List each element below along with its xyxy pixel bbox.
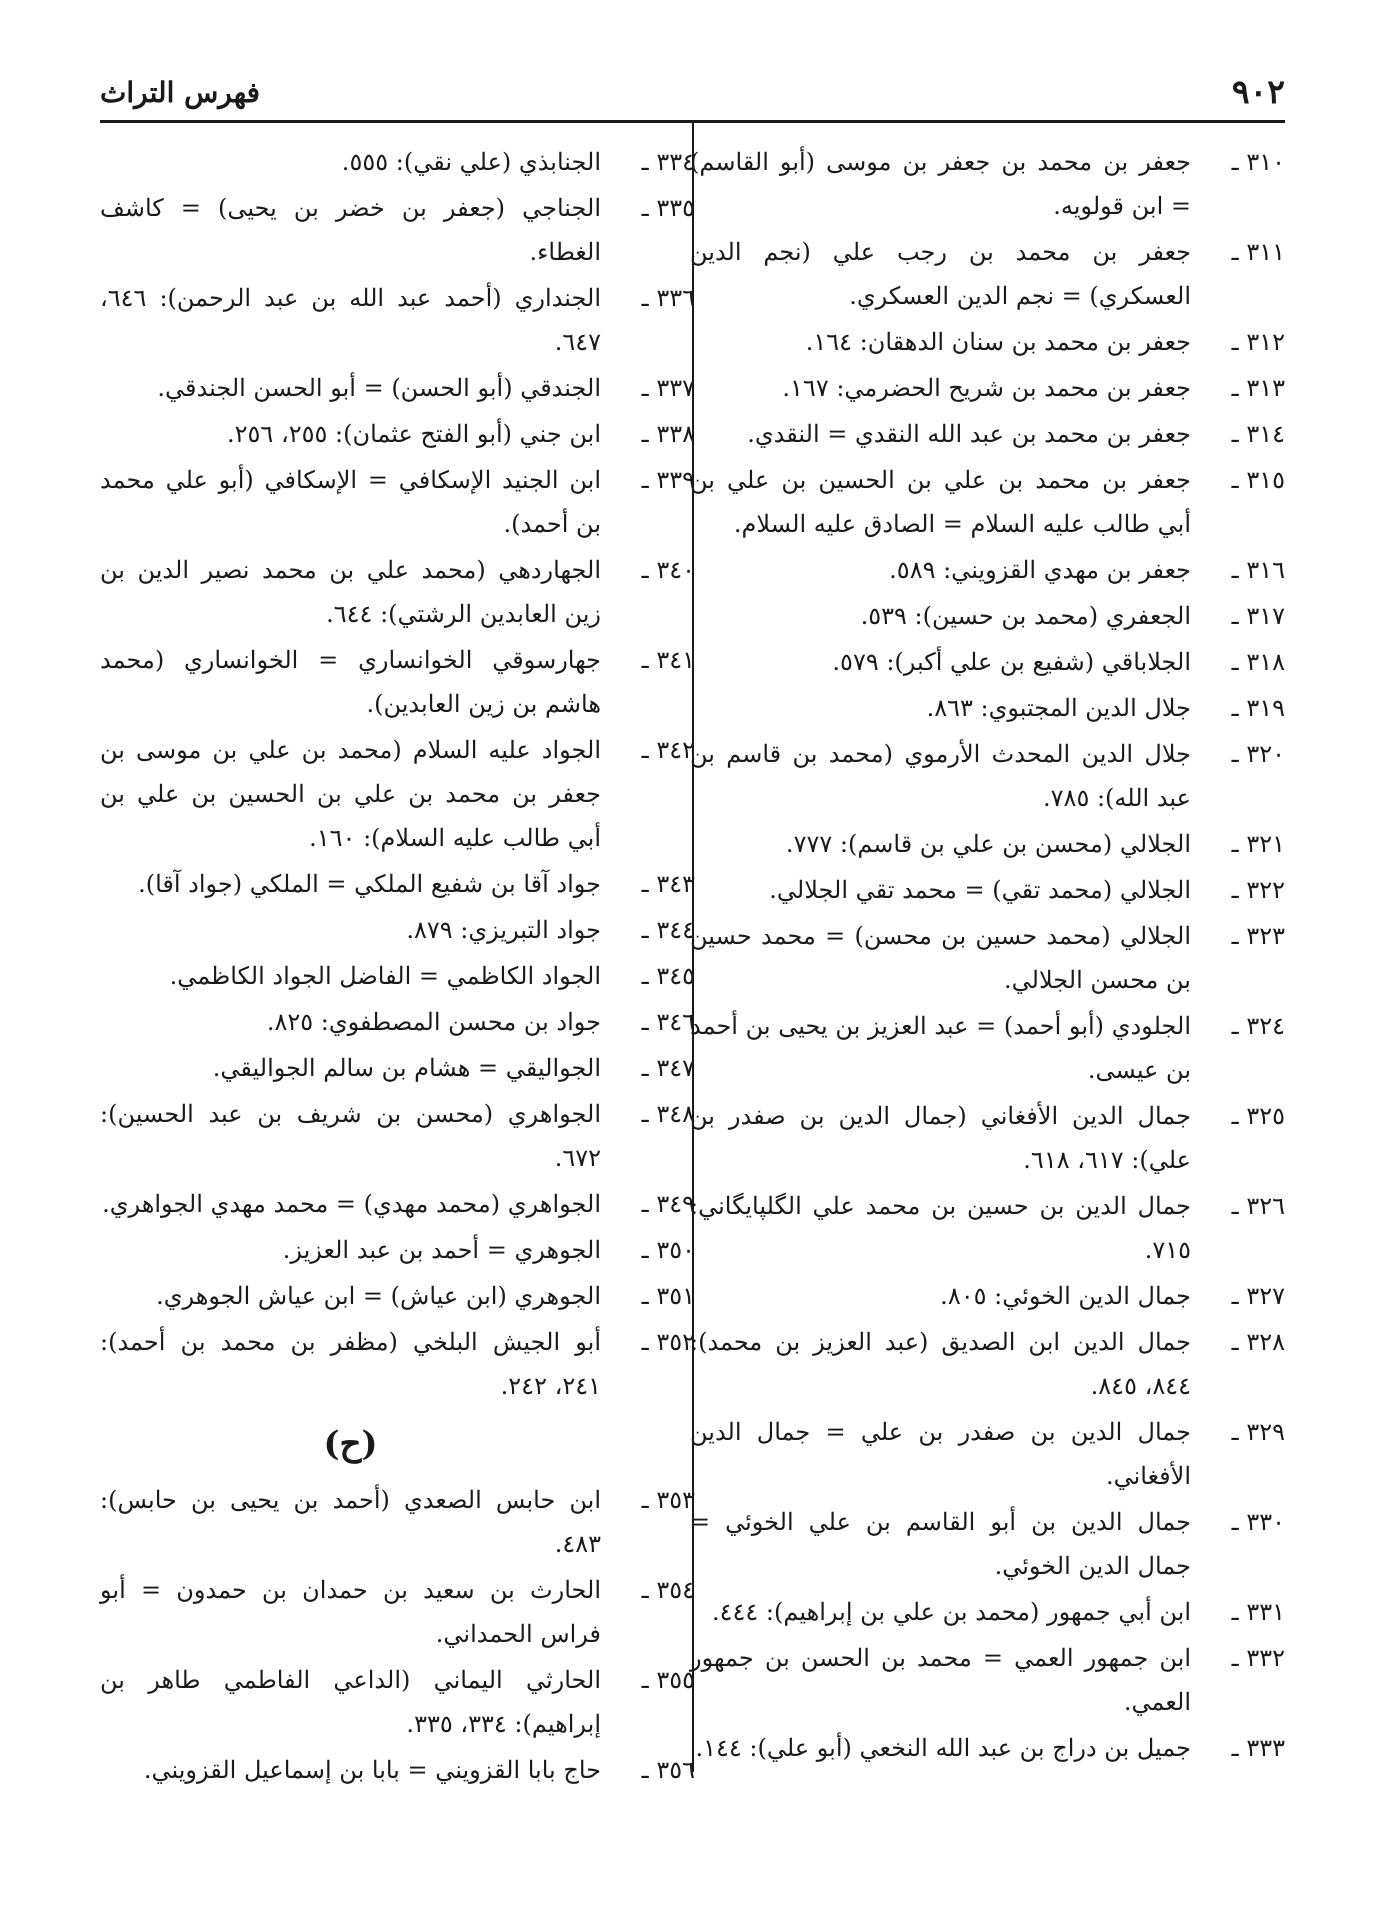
entry-text: ابن أبي جمهور (محمد بن علي بن إبراهيم): ٤٤٤.	[711, 1598, 1191, 1626]
index-entry	[690, 640, 1285, 684]
entry-text: الجوهري (ابن عياش) = ابن عياش الجوهري.	[156, 1282, 601, 1310]
index-entry	[100, 1658, 695, 1746]
entry-text: جعفر بن محمد بن رجب علي (نجم الدين العسكري) = نجم الدين العسكري.	[690, 238, 1191, 310]
entry-number: ٣٢٠ ـ	[1231, 740, 1285, 768]
index-entry	[690, 822, 1285, 866]
entry-number: ٣٤٠ ـ	[641, 556, 695, 584]
entry-number: ٣٤٦ ـ	[641, 1008, 695, 1036]
entry-number: ٣٣٢ ـ	[1231, 1644, 1285, 1672]
entry-number: ٣٥٤ ـ	[641, 1576, 695, 1604]
index-entry	[100, 1000, 695, 1044]
entry-number: ٣٢٢ ـ	[1231, 876, 1285, 904]
entry-text: ابن حابس الصعدي (أحمد بن يحيى بن حابس): ٤٨٣.	[100, 1486, 601, 1558]
index-entry	[690, 1726, 1285, 1770]
entry-text: الحارث بن سعيد بن حمدان بن حمدون = أبو فراس الحمداني.	[100, 1576, 601, 1648]
entry-text: جعفر بن محمد بن جعفر بن موسى (أبو القاسم) = ابن قولويه.	[690, 148, 1191, 220]
entry-number: ٣٣٤ ـ	[641, 148, 695, 176]
entry-number: ٣١٨ ـ	[1231, 648, 1285, 676]
index-entry	[100, 1274, 695, 1318]
index-entry	[100, 638, 695, 726]
index-entry	[690, 868, 1285, 912]
index-entry	[690, 230, 1285, 318]
index-entry	[690, 412, 1285, 456]
index-entry	[100, 1478, 695, 1566]
index-entry	[690, 366, 1285, 410]
index-entry	[100, 1182, 695, 1226]
entry-number: ٣٢٤ ـ	[1231, 1012, 1285, 1040]
index-entry	[100, 1228, 695, 1272]
page-number: ٩٠٢	[1231, 72, 1285, 111]
entry-text: جميل بن دراج بن عبد الله النخعي (أبو علي): ١٤٤.	[695, 1734, 1191, 1762]
entry-text: حاج بابا القزويني = بابا بن إسماعيل القزويني.	[143, 1756, 601, 1784]
entry-number: ٣٢٥ ـ	[1231, 1102, 1285, 1130]
entry-text: جلال الدين المجتبوي: ٨٦٣.	[926, 694, 1191, 722]
index-entry	[100, 186, 695, 274]
entry-number: ٣١٤ ـ	[1231, 420, 1285, 448]
running-title: فهرس التراث	[100, 76, 261, 109]
index-entry	[690, 914, 1285, 1002]
entry-text: جمال الدين بن صفدر بن علي = جمال الدين الأفغاني.	[690, 1418, 1191, 1490]
section-heading: (ح)	[323, 1424, 378, 1464]
entry-text: جعفر بن محمد بن عبد الله النقدي = النقدي.	[747, 420, 1191, 448]
entry-text: جلال الدين المحدث الأرموي (محمد بن قاسم بن عبد الله): ٧٨٥.	[690, 740, 1191, 812]
index-entry	[690, 1500, 1285, 1588]
entry-text: جواد بن محسن المصطفوي: ٨٢٥.	[266, 1008, 601, 1036]
entry-number: ٣٤١ ـ	[641, 646, 695, 674]
index-entry	[100, 366, 695, 410]
index-entry	[690, 1590, 1285, 1634]
entry-number: ٣٢٣ ـ	[1231, 922, 1285, 950]
entry-number: ٣٤٧ ـ	[641, 1054, 695, 1082]
entry-number: ٣٣٣ ـ	[1231, 1734, 1285, 1762]
entry-text: جمال الدين بن حسين بن محمد علي الگلپايگاني: ٧١٥.	[690, 1192, 1191, 1264]
index-entry	[100, 1046, 695, 1090]
index-entry	[690, 1274, 1285, 1318]
entry-text: الحارثي اليماني (الداعي الفاطمي طاهر بن إبراهيم): ٣٣٤، ٣٣٥.	[100, 1666, 601, 1738]
right-column	[690, 140, 1285, 1772]
entry-text: جواد التبريزي: ٨٧٩.	[406, 916, 601, 944]
entry-text: جمال الدين بن أبو القاسم بن علي الخوئي = جمال الدين الخوئي.	[690, 1508, 1191, 1580]
index-entry	[100, 1092, 695, 1180]
index-entry	[690, 732, 1285, 820]
index-entry	[690, 1410, 1285, 1498]
entry-text: جعفر بن مهدي القزويني: ٥٨٩.	[889, 556, 1191, 584]
entry-text: الجهاردهي (محمد علي بن محمد نصير الدين بن زين العابدين الرشتي): ٦٤٤.	[100, 556, 601, 628]
entry-number: ٣٤٤ ـ	[641, 916, 695, 944]
entry-number: ٣١٠ ـ	[1231, 148, 1285, 176]
entry-number: ٣٣٠ ـ	[1231, 1508, 1285, 1536]
entry-text: الجلالي (محمد حسين بن محسن) = محمد حسين بن محسن الجلالي.	[690, 922, 1191, 994]
entry-text: الجنابذي (علي نقي): ٥٥٥.	[341, 148, 601, 176]
index-entry	[690, 1094, 1285, 1182]
entry-number: ٣٤٩ ـ	[641, 1190, 695, 1218]
index-entry	[690, 140, 1285, 228]
entry-text: جعفر بن محمد بن شريح الحضرمي: ١٦٧.	[782, 374, 1191, 402]
entry-number: ٣١٣ ـ	[1231, 374, 1285, 402]
entry-number: ٣٢٦ ـ	[1231, 1192, 1285, 1220]
entry-text: الجواهري (محمد مهدي) = محمد مهدي الجواهري.	[102, 1190, 601, 1218]
entry-text: الجواهري (محسن بن شريف بن عبد الحسين): ٦٧٢.	[100, 1100, 601, 1172]
index-entry	[100, 728, 695, 860]
entry-number: ٣١٧ ـ	[1231, 602, 1285, 630]
entry-text: الجواد عليه السلام (محمد بن علي بن موسى بن جعفر بن محمد بن علي بن الحسين بن علي بن أبي طالب عليه السلام): ١٦٠.	[100, 736, 601, 852]
index-entry	[690, 458, 1285, 546]
index-entry	[690, 1004, 1285, 1092]
index-entry	[100, 1748, 695, 1792]
index-entry	[690, 1636, 1285, 1724]
entry-number: ٣١٢ ـ	[1231, 328, 1285, 356]
entry-text: الجلالي (محمد تقي) = محمد تقي الجلالي.	[769, 876, 1191, 904]
index-entry	[690, 686, 1285, 730]
entry-text: جمال الدين الخوئي: ٨٠٥.	[940, 1282, 1191, 1310]
entry-number: ٣٤٨ ـ	[641, 1100, 695, 1128]
index-entry	[100, 954, 695, 998]
index-entry	[690, 320, 1285, 364]
entry-number: ٣٢٩ ـ	[1231, 1418, 1285, 1446]
entry-number: ٣٣١ ـ	[1231, 1598, 1285, 1626]
entry-text: الجواليقي = هشام بن سالم الجواليقي.	[212, 1054, 601, 1082]
entry-text: الجوهري = أحمد بن عبد العزيز.	[282, 1236, 601, 1264]
entry-text: الجلاباقي (شفيع بن علي أكبر): ٥٧٩.	[832, 648, 1191, 676]
entry-number: ٣٤٢ ـ	[641, 736, 695, 764]
entry-text: الجناجي (جعفر بن خضر بن يحيى) = كاشف الغطاء.	[100, 194, 601, 266]
entry-number: ٣٢١ ـ	[1231, 830, 1285, 858]
entry-number: ٣٤٥ ـ	[641, 962, 695, 990]
page-header	[100, 72, 1285, 118]
entry-text: جهارسوقي الخوانساري = الخوانساري (محمد هاشم بن زين العابدين).	[100, 646, 601, 718]
entry-number: ٣٥٢ ـ	[641, 1328, 695, 1356]
index-entry	[100, 458, 695, 546]
entry-text: الجواد الكاظمي = الفاضل الجواد الكاظمي.	[169, 962, 601, 990]
entry-number: ٣١٦ ـ	[1231, 556, 1285, 584]
entry-text: الجندقي (أبو الحسن) = أبو الحسن الجندقي.	[157, 374, 601, 402]
index-entry	[100, 276, 695, 364]
index-entry	[100, 412, 695, 456]
entry-number: ٣١٥ ـ	[1231, 466, 1285, 494]
entry-text: الجلالي (محسن بن علي بن قاسم): ٧٧٧.	[785, 830, 1191, 858]
index-entry	[100, 1320, 695, 1408]
index-entry	[100, 1568, 695, 1656]
entry-number: ٣٣٦ ـ	[641, 284, 695, 312]
entry-text: جمال الدين ابن الصديق (عبد العزيز بن محمد): ٨٤٤، ٨٤٥.	[690, 1328, 1191, 1400]
entry-text: جواد آقا بن شفيع الملكي = الملكي (جواد آقا).	[138, 870, 601, 898]
entry-number: ٣١١ ـ	[1231, 238, 1285, 266]
entry-text: جمال الدين الأفغاني (جمال الدين بن صفدر بن علي): ٦١٧، ٦١٨.	[690, 1102, 1191, 1174]
entry-number: ٣٥٦ ـ	[641, 1756, 695, 1784]
entry-number: ٣٤٣ ـ	[641, 870, 695, 898]
entry-text: الجنداري (أحمد عبد الله بن عبد الرحمن): ٦٤٦، ٦٤٧.	[100, 284, 601, 356]
entry-text: ابن جني (أبو الفتح عثمان): ٢٥٥، ٢٥٦.	[227, 420, 601, 448]
entry-number: ٣٣٩ ـ	[641, 466, 695, 494]
entry-text: الجعفري (محمد بن حسين): ٥٣٩.	[860, 602, 1191, 630]
entry-number: ٣٥٣ ـ	[641, 1486, 695, 1514]
entry-number: ٣٥٥ ـ	[641, 1666, 695, 1694]
entry-text: ابن جمهور العمي = محمد بن الحسن بن جمهور العمي.	[690, 1644, 1191, 1716]
index-entry	[690, 1184, 1285, 1272]
entry-number: ٣٣٧ ـ	[641, 374, 695, 402]
left-column	[100, 140, 695, 1794]
entry-text: أبو الجيش البلخي (مظفر بن محمد بن أحمد): ٢٤١، ٢٤٢.	[100, 1328, 601, 1400]
entry-number: ٣٥١ ـ	[641, 1282, 695, 1310]
entry-number: ٣٣٨ ـ	[641, 420, 695, 448]
index-entry	[690, 594, 1285, 638]
index-entry	[100, 908, 695, 952]
index-entry	[690, 1320, 1285, 1408]
entry-number: ٣٥٠ ـ	[641, 1236, 695, 1264]
index-entry	[100, 140, 695, 184]
index-entry	[690, 548, 1285, 592]
index-entry	[100, 548, 695, 636]
entry-number: ٣٢٧ ـ	[1231, 1282, 1285, 1310]
index-entry	[100, 862, 695, 906]
entry-text: جعفر بن محمد بن سنان الدهقان: ١٦٤.	[805, 328, 1191, 356]
entry-number: ٣١٩ ـ	[1231, 694, 1285, 722]
entry-number: ٣٢٨ ـ	[1231, 1328, 1285, 1356]
entry-text: الجلودي (أبو أحمد) = عبد العزيز بن يحيى بن أحمد بن عيسى.	[690, 1012, 1191, 1084]
entry-text: جعفر بن محمد بن علي بن الحسين بن علي بن أبي طالب عليه السلام = الصادق عليه السلام.	[690, 466, 1191, 538]
entry-number: ٣٣٥ ـ	[641, 194, 695, 222]
entry-text: ابن الجنيد الإسكافي = الإسكافي (أبو علي محمد بن أحمد).	[100, 466, 601, 538]
